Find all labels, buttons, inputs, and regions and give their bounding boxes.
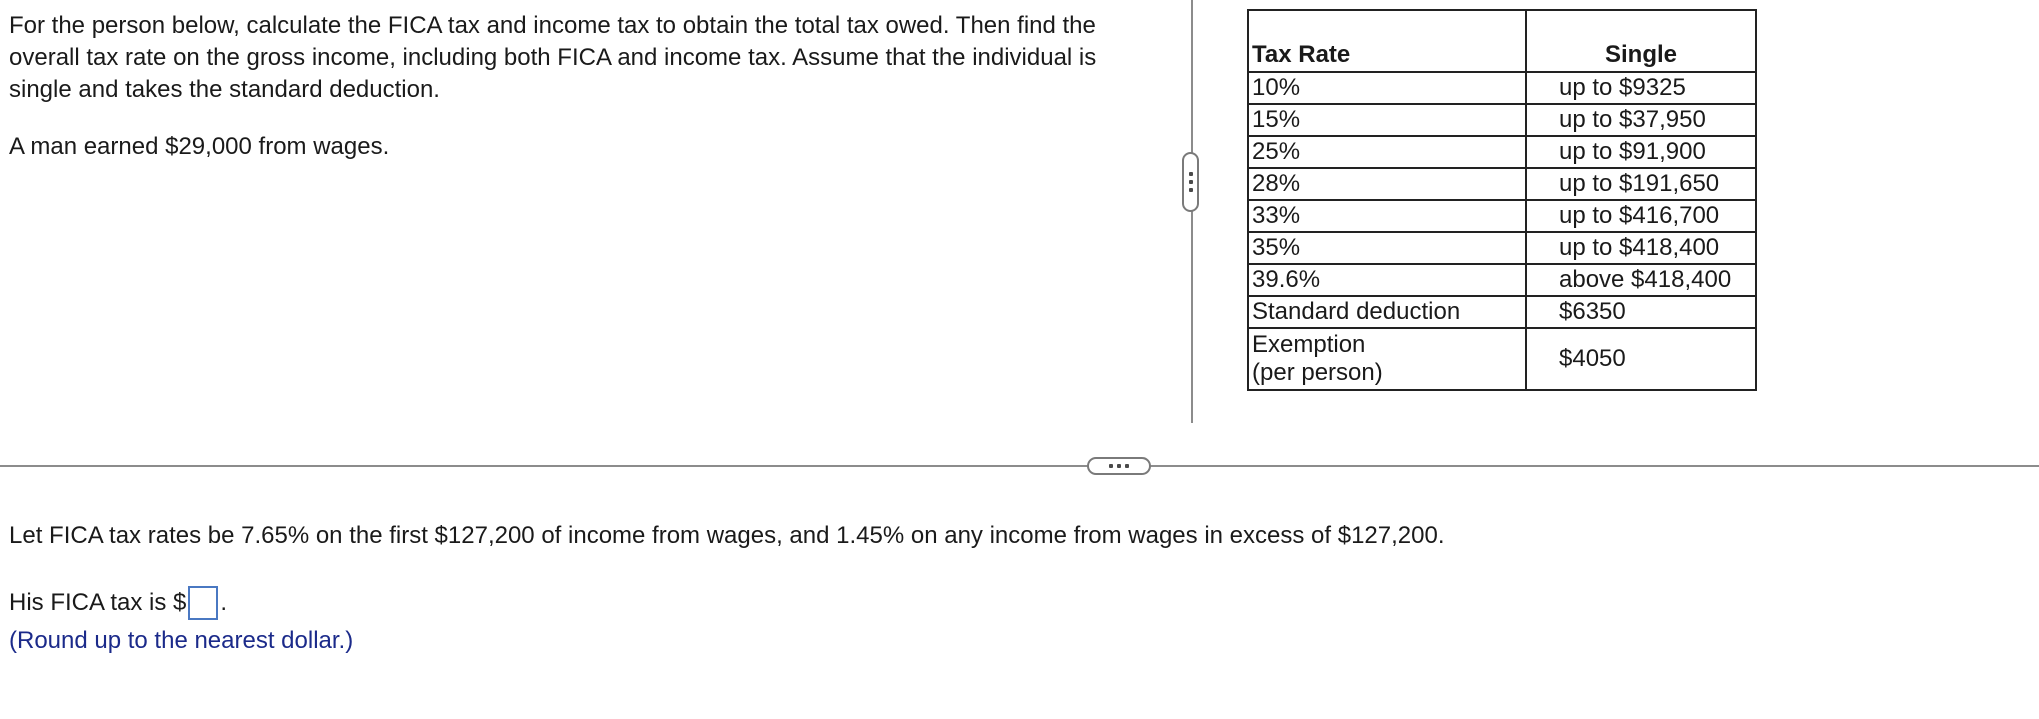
grip-dots-icon <box>1109 464 1129 468</box>
answer-line <box>9 585 227 621</box>
rate-cell: Standard deduction <box>1248 296 1526 328</box>
single-cell: up to $416,700 <box>1526 200 1756 232</box>
table-row <box>1248 200 1756 232</box>
exemption-label-note: (per person) <box>1252 359 1383 386</box>
table-row <box>1248 168 1756 200</box>
table-row <box>1248 264 1756 296</box>
rate-cell: 25% <box>1248 136 1526 168</box>
table-header-row <box>1248 10 1756 72</box>
horizontal-pane-divider[interactable] <box>0 465 2039 467</box>
table-row <box>1248 232 1756 264</box>
rate-cell: 35% <box>1248 232 1526 264</box>
single-cell: up to $9325 <box>1526 72 1756 104</box>
table-row <box>1248 104 1756 136</box>
horizontal-resize-handle[interactable] <box>1087 457 1151 475</box>
single-cell: $6350 <box>1526 296 1756 328</box>
rate-cell: 28% <box>1248 168 1526 200</box>
fica-answer-input[interactable] <box>188 586 218 620</box>
problem-statement <box>9 10 1119 163</box>
problem-given: A man earned $29,000 from wages. <box>9 133 390 160</box>
table-row <box>1248 296 1756 328</box>
single-cell: up to $418,400 <box>1526 232 1756 264</box>
table-row <box>1248 72 1756 104</box>
header-tax-rate: Tax Rate <box>1248 10 1526 72</box>
exemption-label: Exemption <box>1252 331 1366 358</box>
rate-cell: 33% <box>1248 200 1526 232</box>
table-row <box>1248 136 1756 168</box>
vertical-resize-handle[interactable] <box>1182 152 1199 212</box>
rate-cell: 15% <box>1248 104 1526 136</box>
single-cell: up to $191,650 <box>1526 168 1756 200</box>
table-row-exemption <box>1248 328 1756 390</box>
problem-instructions: For the person below, calculate the FICA tax and income tax to obtain the total tax owed. Then find the overall tax rate on the gross income, including both FICA and income tax. Assume that the individual is single and takes the standard deduction. <box>9 12 1097 103</box>
header-single: Single <box>1526 10 1756 72</box>
single-cell: up to $37,950 <box>1526 104 1756 136</box>
answer-prefix: His FICA tax is $ <box>9 589 187 616</box>
fica-statement: Let FICA tax rates be 7.65% on the first $127,200 of income from wages, and 1.45% on any income from wages in excess of $127,200. <box>9 522 1445 549</box>
grip-dots-icon <box>1189 172 1193 192</box>
answer-suffix: . <box>220 589 228 616</box>
exemption-value-cell: $4050 <box>1526 328 1756 390</box>
rate-cell: 39.6% <box>1248 264 1526 296</box>
rate-cell: 10% <box>1248 72 1526 104</box>
single-cell: above $418,400 <box>1526 264 1756 296</box>
rounding-hint: (Round up to the nearest dollar.) <box>9 627 354 654</box>
single-cell: up to $91,900 <box>1526 136 1756 168</box>
tax-rate-table <box>1247 9 1757 391</box>
exemption-label-cell <box>1248 328 1526 390</box>
